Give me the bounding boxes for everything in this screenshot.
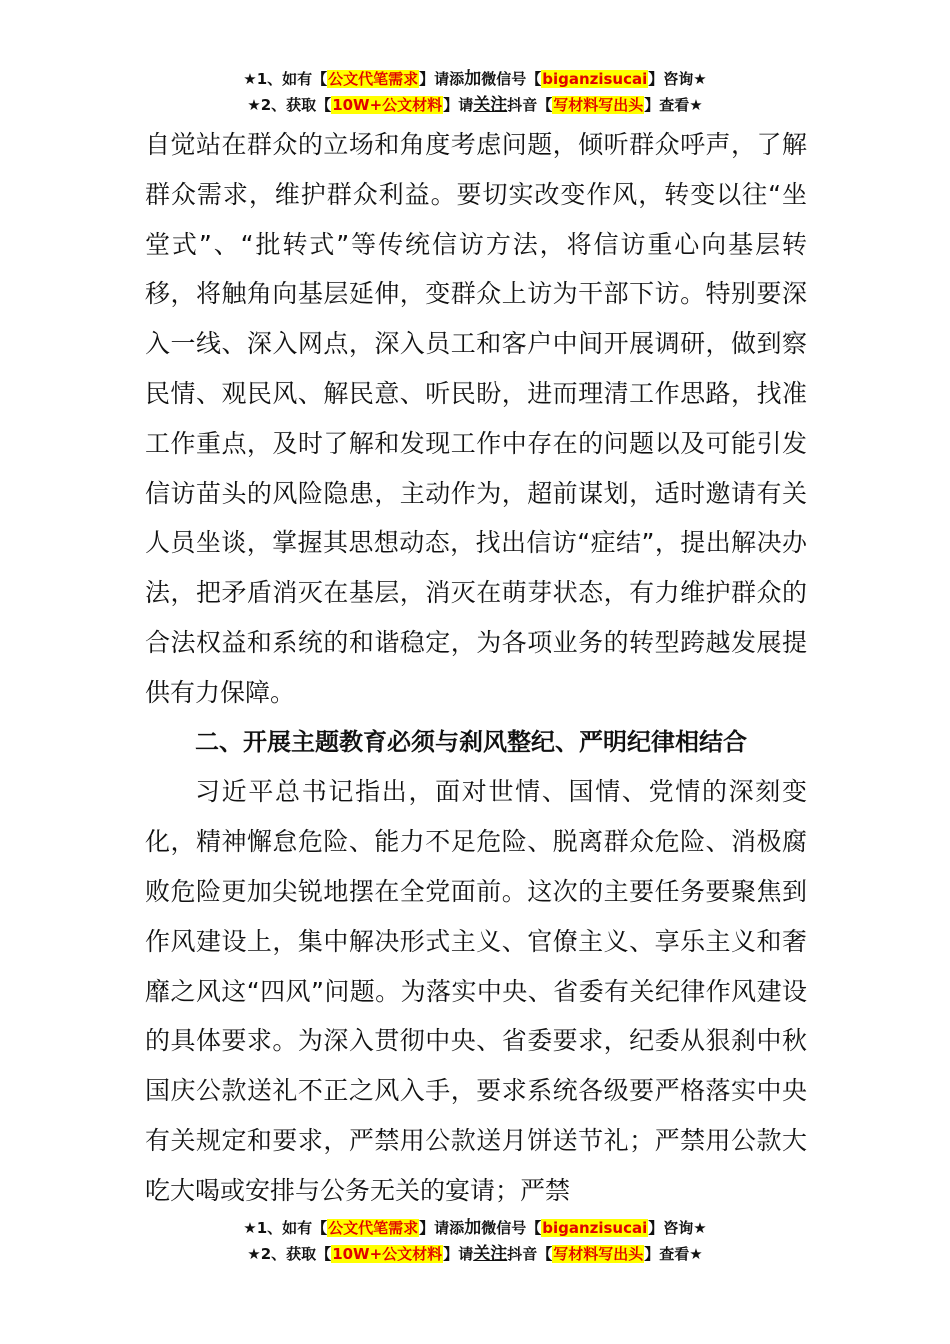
document-body (145, 120, 807, 1216)
banner-line2-suffix: 】查看★ (644, 96, 703, 114)
footer-line1-middle: 】请添 (419, 1219, 465, 1237)
footer-line1-middle2: 微信号【 (481, 1219, 542, 1237)
banner-line2-highlight-materials: 10W+公文材料 (332, 96, 443, 114)
banner-line-1 (0, 66, 950, 92)
body-paragraph-1: 自觉站在群众的立场和角度考虑问题，倾听群众呼声，了解群众需求，维护群众利益。要切实改变作风，转变以往“坐堂式”、“批转式”等传统信访方法，将信访重心向基层转移，将触角向基层延伸，变群众上访为干部下访。特别要深入一线、深入网点，深入员工和客户中间开展调研，做到察民情、观民风、解民意、听民盼，进而理清工作思路，找准工作重点，及时了解和发现工作中存在的问题以及可能引发信访苗头的风险隐患，主动作为，超前谋划，适时邀请有关人员坐谈，掌握其思想动态，找出信访“症结”，提出解决办法，把矛盾消灭在基层，消灭在萌芽状态，有力维护群众的合法权益和系统的和谐稳定，为各项业务的转型跨越发展提供有力保障。 (145, 130, 807, 707)
body-paragraph-2: 习近平总书记指出，面对世情、国情、党情的深刻变化，精神懈怠危险、能力不足危险、脱离群众危险、消极腐败危险更加尖锐地摆在全党面前。这次的主要任务要聚焦到作风建设上，集中解决形式主义、官僚主义、享乐主义和奢靡之风这“四风”问题。为落实中央、省委有关纪律作风建设的具体要求。为深入贯彻中央、省委要求，纪委从狠刹中秋国庆公款送礼不正之风入手，要求系统各级要严格落实中央有关规定和要求，严禁用公款送月饼送节礼；严禁用公款大吃大喝或安排与公务无关的宴请；严禁 (145, 777, 807, 1205)
footer-line2-suffix: 】查看★ (644, 1245, 703, 1263)
footer-line2-prefix: ★2、获取【 (247, 1245, 332, 1263)
footer-line2-highlight-douyin: 写材料写出头 (553, 1245, 644, 1263)
banner-line1-middle: 】请添 (419, 70, 465, 88)
footer-line1-prefix: ★1、如有【 (243, 1219, 328, 1237)
banner-line1-highlight-wechat: biganzisucai (542, 70, 648, 88)
footer-banner-line-2 (0, 1241, 950, 1267)
footer-line1-emph: 加 (464, 1218, 482, 1238)
banner-line1-prefix: ★1、如有【 (243, 70, 328, 88)
footer-line2-middle: 】请 (443, 1245, 474, 1263)
footer-line2-highlight-materials: 10W+公文材料 (332, 1245, 443, 1263)
footer-line2-middle2: 抖音【 (507, 1245, 553, 1263)
banner-line2-middle2: 抖音【 (507, 96, 553, 114)
footer-line1-highlight-wechat: biganzisucai (542, 1219, 648, 1237)
section-heading-2: 二、开展主题教育必须与刹风整纪、严明纪律相结合 (195, 727, 747, 756)
banner-line1-emph: 加 (464, 69, 482, 89)
banner-line2-highlight-douyin: 写材料写出头 (553, 96, 644, 114)
banner-line1-highlight-service: 公文代笔需求 (328, 70, 419, 88)
banner-line1-middle2: 微信号【 (481, 70, 542, 88)
footer-banner-line-1 (0, 1215, 950, 1241)
banner-line2-emph: 关注 (473, 95, 508, 115)
footer-banner (0, 1215, 950, 1267)
footer-line1-suffix: 】咨询★ (648, 1219, 707, 1237)
footer-line2-emph: 关注 (473, 1244, 508, 1264)
banner-line1-suffix: 】咨询★ (648, 70, 707, 88)
banner-line2-prefix: ★2、获取【 (247, 96, 332, 114)
banner-line2-middle: 】请 (443, 96, 474, 114)
header-banner (0, 66, 950, 118)
footer-line1-highlight-service: 公文代笔需求 (328, 1219, 419, 1237)
banner-line-2 (0, 92, 950, 118)
